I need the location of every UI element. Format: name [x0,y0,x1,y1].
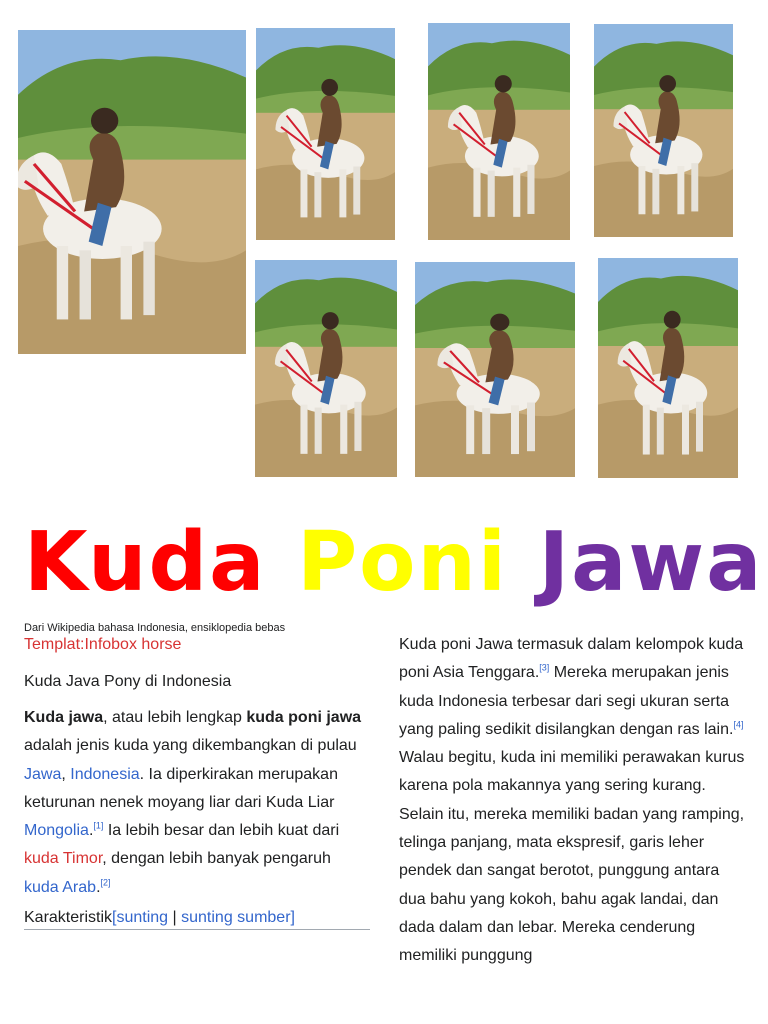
edit-section-link[interactable]: sunting [116,909,169,926]
section-heading-karakteristik [24,908,370,930]
source-tagline: Dari Wikipedia bahasa Indonesia, ensiklopedia bebas [24,622,286,634]
bold-term-kuda-jawa: Kuda jawa [24,709,104,726]
photo-top-2 [256,28,395,240]
reference-1[interactable]: [1] [93,820,104,831]
section-title: Karakteristik [24,909,113,926]
edit-bracket-close: ] [290,909,295,926]
edit-source-link[interactable]: sunting sumber [181,909,291,926]
lead-text: , [61,765,71,783]
title-word-poni: Poni [297,515,508,610]
lead-text: adalah jenis kuda yang dikembangkan di pulau [24,737,357,755]
photo-top-3 [428,23,570,240]
reference-2[interactable]: [2] [100,877,111,888]
photo-bottom-2 [415,262,575,477]
reference-3[interactable]: [3] [539,662,550,673]
body-text: Walau begitu, kuda ini memiliki perawakan kurus karena pola makannya yang sering kurang. Selain itu, mereka memiliki badan yang ramping, telinga panjang, mata ekspresif, garis leher pendek dan sangat berotot, punggung antara dua bahu yang kokoh, bahu agak landai, dan dada dalam dan lebar. Mereka cenderung memiliki punggung [399,749,745,965]
link-mongolia[interactable]: Mongolia [24,822,89,840]
body-text: Kuda poni Jawa termasuk dalam kelompok kuda poni Asia Tenggara. [399,636,744,682]
left-column [24,622,370,902]
body-text: Mereka merupakan jenis kuda Indonesia terbesar dari segi ukuran serta yang paling sedikit disilangkan dengan ras lain. [399,664,734,738]
reference-4[interactable]: [4] [733,719,744,730]
photo-top-4 [594,24,733,237]
link-kuda-timor[interactable]: kuda Timor [24,850,103,868]
edit-separator: | [168,909,182,926]
photo-large [18,30,246,354]
infobox-template-link[interactable]: Templat:Infobox horse [24,636,182,653]
bold-term-kuda-poni-jawa: kuda poni jawa [246,709,362,726]
lead-text: . [88,822,94,840]
karakteristik-paragraph [399,631,749,971]
title-word-kuda: Kuda [24,515,267,610]
lead-text: Ia lebih besar dan lebih kuat dari [103,822,340,840]
lead-text: , atau lebih lengkap [103,709,247,726]
link-indonesia[interactable]: Indonesia [70,765,140,783]
photo-bottom-3 [598,258,738,478]
lead-text: . Ia diperkirakan merupakan keturunan nenek moyang liar dari Kuda Liar [24,765,338,811]
photo-bottom-1 [255,260,397,477]
link-kuda-arab[interactable]: kuda Arab [24,878,97,896]
page-title [24,515,764,610]
lead-text: . [96,878,101,896]
image-caption: Kuda Java Pony di Indonesia [24,673,232,690]
edit-bracket-open: [ [112,909,117,926]
lead-paragraph [24,704,370,902]
link-jawa[interactable]: Jawa [24,765,62,783]
lead-text: , dengan lebih banyak pengaruh [102,850,331,868]
title-word-jawa: Jawa [538,515,764,610]
